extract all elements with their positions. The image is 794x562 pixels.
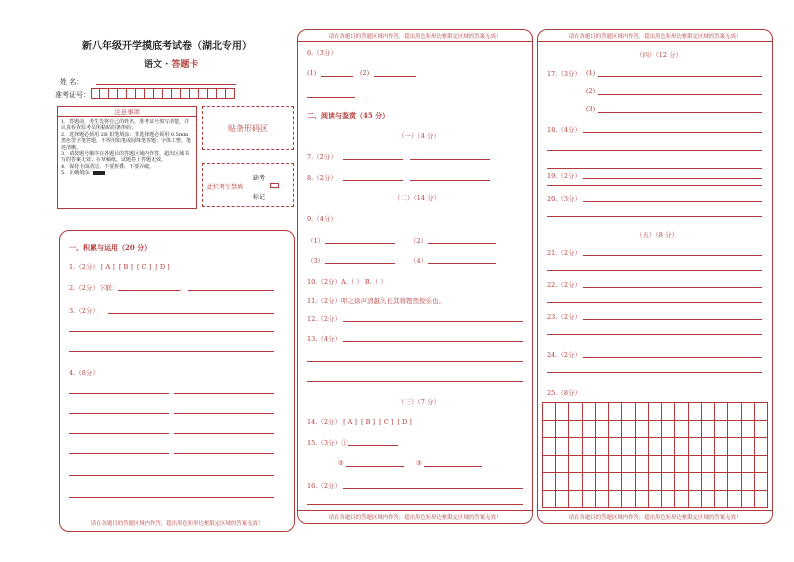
q24-label: 24.（2分） xyxy=(547,351,581,359)
panel-footer-divider xyxy=(298,510,532,511)
panel-notice-footer: 请在各题目的答题区域内作答，超出黑色矩形边框限定区域的答案无效！ xyxy=(90,521,264,527)
q4-answer-line[interactable] xyxy=(174,433,274,434)
q8-answer-line[interactable] xyxy=(410,180,490,181)
subject-label: 语文 · xyxy=(144,60,172,70)
q2-label: 2.（2分）下联： xyxy=(69,284,119,292)
q14-label xyxy=(307,417,414,426)
q4-answer-line[interactable] xyxy=(69,497,274,498)
answer-panel-1 xyxy=(59,230,295,532)
answer-panel-3 xyxy=(537,29,773,524)
q17-part-3: (3) xyxy=(586,105,596,113)
q4-answer-line[interactable] xyxy=(69,413,169,414)
panel-notice-footer: 请在各题目的答题区域内作答，超出黑色矩形边框限定区域的答案无效！ xyxy=(568,515,742,521)
q6-answer-line[interactable] xyxy=(321,76,353,77)
q25-label: 25.（8分） xyxy=(547,389,581,397)
q19-answer-line[interactable] xyxy=(583,178,762,179)
q4-label: 4.（8分） xyxy=(69,369,99,377)
q4-answer-line[interactable] xyxy=(174,393,274,394)
name-field[interactable] xyxy=(96,84,236,85)
q9-part-3: （3） xyxy=(307,257,325,265)
notes-box xyxy=(57,106,197,209)
q12-answer-line[interactable] xyxy=(343,321,523,322)
q4-answer-line[interactable] xyxy=(69,433,169,434)
answer-card-label: 答题卡 xyxy=(171,60,199,70)
part-3-title: （三）（7 分） xyxy=(398,398,440,406)
q9-part-1: （1） xyxy=(307,237,325,245)
q6-part-1: (1) xyxy=(307,69,317,77)
panel-header-divider xyxy=(298,41,532,42)
q2-comma: ， xyxy=(180,284,187,292)
q16-answer-line[interactable] xyxy=(307,504,523,505)
q21-answer-line[interactable] xyxy=(547,270,762,271)
q22-label: 22.（2分） xyxy=(547,281,581,289)
answer-panel-2 xyxy=(297,29,533,524)
notes-title: 注意事项 xyxy=(58,107,196,117)
q8-answer-line[interactable] xyxy=(343,180,403,181)
q1-option-c[interactable]: [ C ] xyxy=(136,263,152,271)
q2-answer-line-b[interactable] xyxy=(188,290,274,291)
q18-answer-line[interactable] xyxy=(547,150,762,151)
q6-label: 6.（3分） xyxy=(307,49,337,57)
absent-mark-top: 缺考 xyxy=(253,175,266,182)
q9-answer-line[interactable] xyxy=(428,263,496,264)
q7-answer-line[interactable] xyxy=(343,159,403,160)
q15-label: 15.（3分）① xyxy=(307,439,348,447)
part-2-title: （二）（14 分） xyxy=(394,194,441,202)
q6-answer-line[interactable] xyxy=(374,76,416,77)
q3-answer-line[interactable] xyxy=(69,351,274,352)
q2-answer-line-a[interactable] xyxy=(118,290,180,291)
q15-answer-line[interactable] xyxy=(346,466,404,467)
q13-answer-line[interactable] xyxy=(343,341,523,342)
q1-label xyxy=(69,262,172,271)
note-item: 4．保持卡面清洁，不要折叠、不要弄破。 xyxy=(61,163,155,170)
panel-notice-header: 请在各题目的答题区域内作答，超出黑色矩形边框限定区域的答案无效！ xyxy=(568,34,742,40)
exam-number-boxes[interactable] xyxy=(91,88,235,99)
q20-label: 20.（3分） xyxy=(547,195,581,203)
q3-answer-line[interactable] xyxy=(69,331,274,332)
panel-notice-header: 请在各题目的答题区域内作答，超出黑色矩形边框限定区域的答案无效！ xyxy=(328,34,502,40)
q14-option-c[interactable]: [ C ] xyxy=(379,418,394,426)
q14-option-d[interactable]: [ D ] xyxy=(397,418,412,426)
q9-answer-line[interactable] xyxy=(428,243,496,244)
q20-answer-line[interactable] xyxy=(547,216,762,217)
page-title: 新八年级开学摸底考试卷（湖北专用） xyxy=(82,41,252,52)
q4-answer-line[interactable] xyxy=(174,413,274,414)
q25-writing-grid[interactable] xyxy=(542,402,768,508)
barcode-area xyxy=(202,106,294,150)
note-item: 1．答题前，考生先将自己的姓名，准考证号填写清楚，并认真检查监考员所粘贴的条形码； xyxy=(61,119,190,132)
q19-label: 19.（2分） xyxy=(547,172,581,180)
q22-answer-line[interactable] xyxy=(547,302,762,303)
q16-label: 16.（2分） xyxy=(307,482,341,490)
name-label: 姓 名： xyxy=(60,78,84,86)
absent-mark-bottom: 标记 xyxy=(253,194,266,201)
q23-label: 23.（2分） xyxy=(547,313,581,321)
absent-label: 此栏考生禁填 xyxy=(207,184,244,191)
q17-part-1: (1) xyxy=(586,69,596,77)
q9-part-4: （4） xyxy=(410,257,428,265)
q21-label: 21.（2分） xyxy=(547,249,581,257)
q23-answer-line[interactable] xyxy=(583,319,762,320)
q7-label: 7.（2分） xyxy=(307,153,337,161)
q20-answer-line[interactable] xyxy=(583,201,762,202)
q3-answer-line[interactable] xyxy=(108,313,274,314)
q14-option-a[interactable]: [ A ] xyxy=(343,418,357,426)
q17-label: 17.（3分） xyxy=(547,70,581,78)
q17-part-2: (2) xyxy=(586,87,596,95)
part-1-title: （一）（4 分） xyxy=(398,132,440,140)
q15-answer-line[interactable] xyxy=(348,445,398,446)
q24-answer-line[interactable] xyxy=(547,372,762,373)
q6-answer-line[interactable] xyxy=(307,97,355,98)
note-item: 3．请按题号顺序在各题目的答题区域内作答，超出区域书写的答案无效；在草稿纸、试题卷上答题无效。 xyxy=(61,151,190,164)
q15-part-3: ③ xyxy=(416,459,422,467)
subject-title xyxy=(144,57,198,70)
q23-answer-line[interactable] xyxy=(547,334,762,335)
q1-number: 1.（2分） xyxy=(69,263,99,271)
q9-label: 9.（4分） xyxy=(307,215,337,223)
panel-header-divider xyxy=(538,41,772,42)
section-title-reading: 二、阅读与鉴赏（45 分） xyxy=(307,111,390,120)
q18-label: 18.（4分） xyxy=(547,126,581,134)
panel-notice-footer: 请在各题目的答题区域内作答，超出黑色矩形边框限定区域的答案无效！ xyxy=(328,515,502,521)
q9-part-2: （2） xyxy=(410,237,428,245)
absent-box xyxy=(202,163,294,207)
q15-answer-line[interactable] xyxy=(424,466,482,467)
q18-answer-line[interactable] xyxy=(547,168,762,169)
q1-option-b[interactable]: [ B ] xyxy=(118,263,133,271)
part-4-title: （四）（12 分） xyxy=(636,51,683,59)
q16-answer-line[interactable] xyxy=(343,488,523,489)
q17-answer-line[interactable] xyxy=(598,94,762,95)
q4-answer-line[interactable] xyxy=(69,453,169,454)
q14-number: 14.（2分） xyxy=(307,418,341,426)
note-item-fill-example xyxy=(61,170,193,176)
note-item: 5．正确填涂 xyxy=(61,170,90,177)
q1-option-a[interactable]: [ A ] xyxy=(100,263,115,271)
q17-answer-line[interactable] xyxy=(598,112,762,113)
q7-answer-line[interactable] xyxy=(410,159,490,160)
q13-answer-line[interactable] xyxy=(307,381,523,382)
barcode-area-label: 贴条形码区 xyxy=(228,123,268,133)
q19-answer-line[interactable] xyxy=(547,185,762,186)
q8-label: 8.（2分） xyxy=(307,174,337,182)
q3-label: 3.（2分） xyxy=(69,307,99,315)
part-5-title: （五）（8 分） xyxy=(636,231,678,239)
note-item: 2．选择题必须用 2B 铅笔填涂；非选择题必须用 0.5mm黑色签字笔答题，不得用铅笔或圆珠笔答题；字体工整、笔迹清晰。 xyxy=(61,131,192,151)
q4-answer-line[interactable] xyxy=(69,475,274,476)
q9-answer-line[interactable] xyxy=(325,243,395,244)
q13-answer-line[interactable] xyxy=(307,361,523,362)
q17-answer-line[interactable] xyxy=(598,76,762,77)
q1-option-d[interactable]: [ D ] xyxy=(155,263,170,271)
q14-option-b[interactable]: [ B ] xyxy=(361,418,376,426)
q4-answer-line[interactable] xyxy=(69,393,169,394)
q12-label: 12.（2分） xyxy=(307,315,341,323)
filled-mark-example xyxy=(93,171,105,175)
q10-label: 10.（2分）A.（ ） B.（ ） xyxy=(307,278,387,286)
q15-part-2: ② xyxy=(338,459,344,467)
q4-answer-line[interactable] xyxy=(174,453,274,454)
section-title-accumulation: 一、积累与运用（20 分） xyxy=(69,243,152,252)
q6-part-2: (2) xyxy=(360,69,370,77)
panel-footer-divider xyxy=(538,510,772,511)
q11-label: 11.（2分）叩之徐声清越久长其将铿然悦乐也。 xyxy=(307,297,445,305)
q21-answer-line[interactable] xyxy=(583,255,762,256)
q24-answer-line[interactable] xyxy=(583,357,762,358)
q22-answer-line[interactable] xyxy=(583,287,762,288)
q13-label: 13.（4分） xyxy=(307,335,341,343)
q9-answer-line[interactable] xyxy=(325,263,395,264)
absent-checkbox[interactable] xyxy=(270,183,279,188)
q18-answer-line[interactable] xyxy=(583,132,762,133)
exam-number-label: 准考证号： xyxy=(55,91,90,99)
